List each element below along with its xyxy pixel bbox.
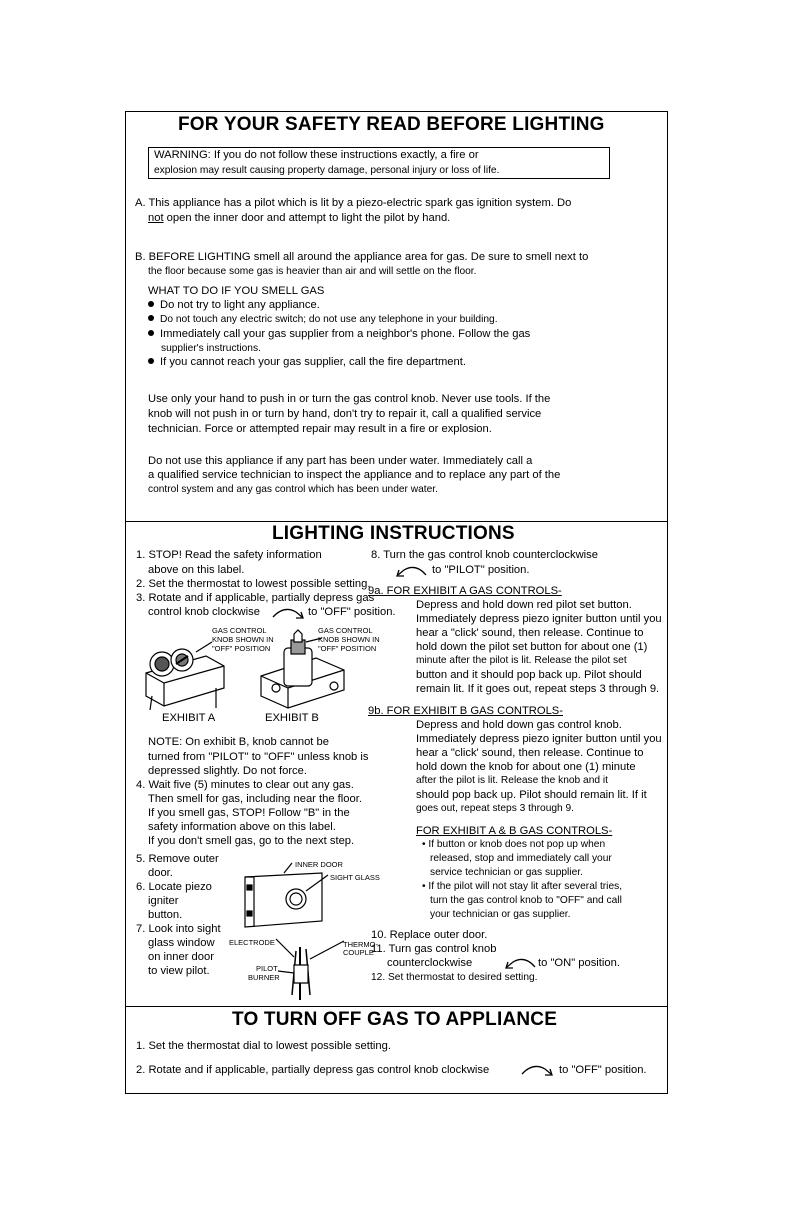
step-9a: Depress and hold down red pilot set button.: [416, 599, 632, 611]
step-9b: Immediately depress piezo igniter button until you: [416, 733, 662, 745]
sight-glass-icon: [286, 889, 306, 909]
gas-control-label-a: KNOB SHOWN IN: [212, 635, 274, 644]
step-11: to "ON" position.: [538, 957, 620, 969]
use-hand-text: technician. Force or attempted repair may result in a fire or explosion.: [148, 423, 492, 435]
bullet-icon: [148, 358, 154, 364]
step-2: 2. Set the thermostat to lowest possible setting.: [136, 578, 371, 590]
step-4: If you don't smell gas, go to the next step.: [148, 835, 355, 847]
safety-a-text: A. This appliance has a pilot which is lit by a piezo-electric spark gas ignition system. Do: [135, 197, 572, 209]
inner-door-drawing: [240, 855, 350, 1005]
step-12: 12. Set thermostat to desired setting.: [371, 972, 538, 983]
step-7: glass window: [148, 937, 215, 949]
turn-off-title: TO TURN OFF GAS TO APPLIANCE: [232, 1009, 558, 1030]
note-text: depressed slightly. Do not force.: [148, 765, 307, 777]
step-9a: Immediately depress piezo igniter button until you: [416, 613, 662, 625]
step-9b: should pop back up. Pilot should remain lit. If it: [416, 789, 647, 801]
lighting-title: LIGHTING INSTRUCTIONS: [272, 523, 515, 544]
step-8: to "PILOT" position.: [432, 564, 530, 576]
exhibit-b-caption: EXHIBIT B: [265, 712, 319, 724]
step-9b-heading: 9b. FOR EXHIBIT B GAS CONTROLS-: [368, 705, 563, 717]
step-1: above on this label.: [148, 564, 245, 576]
note-text: NOTE: On exhibit B, knob cannot be: [148, 736, 329, 748]
step-4: 4. Wait five (5) minutes to clear out any gas.: [136, 779, 354, 791]
step-3: to "OFF" position.: [308, 606, 396, 618]
safety-b-text: B. BEFORE LIGHTING smell all around the appliance area for gas. De sure to smell next to: [135, 251, 589, 263]
step-6: igniter: [148, 895, 179, 907]
bullet-item: Immediately call your gas supplier from a neighbor's phone. Follow the gas: [148, 327, 530, 342]
step-4: Then smell for gas, including near the floor.: [148, 793, 362, 805]
gas-control-a-icon: [146, 642, 224, 710]
step-9b: Depress and hold down gas control knob.: [416, 719, 622, 731]
exhibit-a-caption: EXHIBIT A: [162, 712, 216, 724]
safety-b-text: the floor because some gas is heavier than air and will settle on the floor.: [148, 266, 477, 277]
step-7: to view pilot.: [148, 965, 210, 977]
step-6: 6. Locate piezo: [136, 881, 212, 893]
gas-control-exhibits-drawing: [136, 628, 396, 710]
step-ab: your technician or gas supplier.: [430, 909, 571, 920]
bullet-icon: [148, 315, 154, 321]
bullet-icon: [148, 301, 154, 307]
thermocouple-label: THERMO-: [343, 940, 378, 949]
water-text: control system and any gas control which has been under water.: [148, 484, 438, 495]
step-9b: hold down the knob for about one (1) minute: [416, 761, 636, 773]
step-ab: • If button or knob does not pop up when: [422, 839, 606, 850]
step-9b: after the pilot is lit. Release the knob and it: [416, 775, 608, 786]
inner-door-icon: [245, 873, 322, 927]
step-ab: • If the pilot will not stay lit after several tries,: [422, 881, 623, 892]
turn-off-step-2: 2. Rotate and if applicable, partially depress gas control knob clockwise: [136, 1064, 490, 1076]
turn-off-step-1: 1. Set the thermostat dial to lowest possible setting.: [136, 1040, 391, 1052]
clockwise-arrow-icon: [519, 1061, 555, 1077]
use-hand-text: knob will not push in or turn by hand, don't try to repair it, call a qualified service: [148, 408, 542, 420]
safety-title: FOR YOUR SAFETY READ BEFORE LIGHTING: [178, 114, 605, 135]
step-9a: remain lit. If it goes out, repeat steps 3 through 9.: [416, 683, 660, 695]
inner-door-label: INNER DOOR: [295, 860, 343, 869]
step-ab: service technician or gas supplier.: [430, 867, 583, 878]
step-ab: released, stop and immediately call your: [430, 853, 612, 864]
use-hand-text: Use only your hand to push in or turn the gas control knob. Never use tools. If the: [148, 393, 551, 405]
section-divider: [126, 521, 667, 522]
pilot-burner-label: PILOT: [256, 964, 278, 973]
section-divider: [126, 1006, 667, 1007]
gas-control-label-b: GAS CONTROL: [318, 626, 373, 635]
step-5: door.: [148, 867, 173, 879]
bullet-icon: [148, 330, 154, 336]
counterclockwise-arrow-icon: [505, 954, 539, 970]
step-ab: turn the gas control knob to "OFF" and call: [430, 895, 622, 906]
warning-text: WARNING: If you do not follow these instructions exactly, a fire or: [154, 149, 479, 161]
step-10: 10. Replace outer door.: [371, 929, 488, 941]
thermocouple-label: COUPLE: [343, 948, 374, 957]
turn-off-step-2: to "OFF" position.: [559, 1064, 647, 1076]
step-11: counterclockwise: [387, 957, 473, 969]
bullet-item-cont: supplier's instructions.: [161, 343, 261, 354]
bullet-item: Do not try to light any appliance.: [148, 298, 320, 313]
water-text: a qualified service technician to inspect the appliance and to replace any part of the: [148, 469, 561, 481]
gas-control-label-b: "OFF" POSITION: [318, 644, 377, 653]
gas-control-label-b: KNOB SHOWN IN: [318, 635, 380, 644]
bullet-item: Do not touch any electric switch; do not use any telephone in your building.: [148, 313, 498, 327]
step-7: 7. Look into sight: [136, 923, 221, 935]
step-9a: hear a "click' sound, then release. Continue to: [416, 627, 644, 639]
pilot-burner-label: BURNER: [248, 973, 280, 982]
gas-control-label-a: "OFF" POSITION: [212, 644, 271, 653]
electrode-label: ELECTRODE: [229, 938, 275, 947]
step-6: button.: [148, 909, 183, 921]
sight-glass-label: SIGHT GLASS: [330, 873, 380, 882]
step-5: 5. Remove outer: [136, 853, 219, 865]
step-9a-heading: 9a. FOR EXHIBIT A GAS CONTROLS-: [368, 585, 562, 597]
step-ab-heading: FOR EXHIBIT A & B GAS CONTROLS-: [416, 825, 613, 837]
step-9b: hear a "click' sound, then release. Continue to: [416, 747, 644, 759]
gas-control-label-a: GAS CONTROL: [212, 626, 267, 635]
step-9a: minute after the pilot is lit. Release the pilot set: [416, 655, 627, 666]
step-4: safety information above on this label.: [148, 821, 336, 833]
step-9a: hold down the pilot set button for about one (1): [416, 641, 648, 653]
step-3: control knob clockwise: [148, 606, 260, 618]
clockwise-arrow-icon: [270, 604, 306, 620]
note-text: turned from "PILOT" to "OFF" unless knob is: [148, 751, 369, 763]
safety-a-text: not open the inner door and attempt to light the pilot by hand.: [148, 212, 451, 224]
bullet-item: If you cannot reach your gas supplier, call the fire department.: [148, 355, 466, 370]
warning-text: explosion may result causing property damage, personal injury or loss of life.: [154, 165, 500, 176]
what-to-do-heading: WHAT TO DO IF YOU SMELL GAS: [148, 285, 325, 297]
step-9b: goes out, repeat steps 3 through 9.: [416, 803, 575, 814]
step-7: on inner door: [148, 951, 214, 963]
water-text: Do not use this appliance if any part has been under water. Immediately call a: [148, 455, 533, 467]
step-3: 3. Rotate and if applicable, partially depress gas: [136, 592, 375, 604]
counterclockwise-arrow-icon: [396, 562, 430, 578]
not-emphasis: not: [148, 212, 164, 224]
step-8: 8. Turn the gas control knob counterclockwise: [371, 549, 598, 561]
gas-control-b-icon: [261, 630, 344, 708]
step-9a: button and it should pop back up. Pilot should: [416, 669, 642, 681]
step-4: If you smell gas, STOP! Follow "B" in the: [148, 807, 350, 819]
step-1: 1. STOP! Read the safety information: [136, 549, 322, 561]
step-11: 11. Turn gas control knob: [371, 943, 497, 955]
